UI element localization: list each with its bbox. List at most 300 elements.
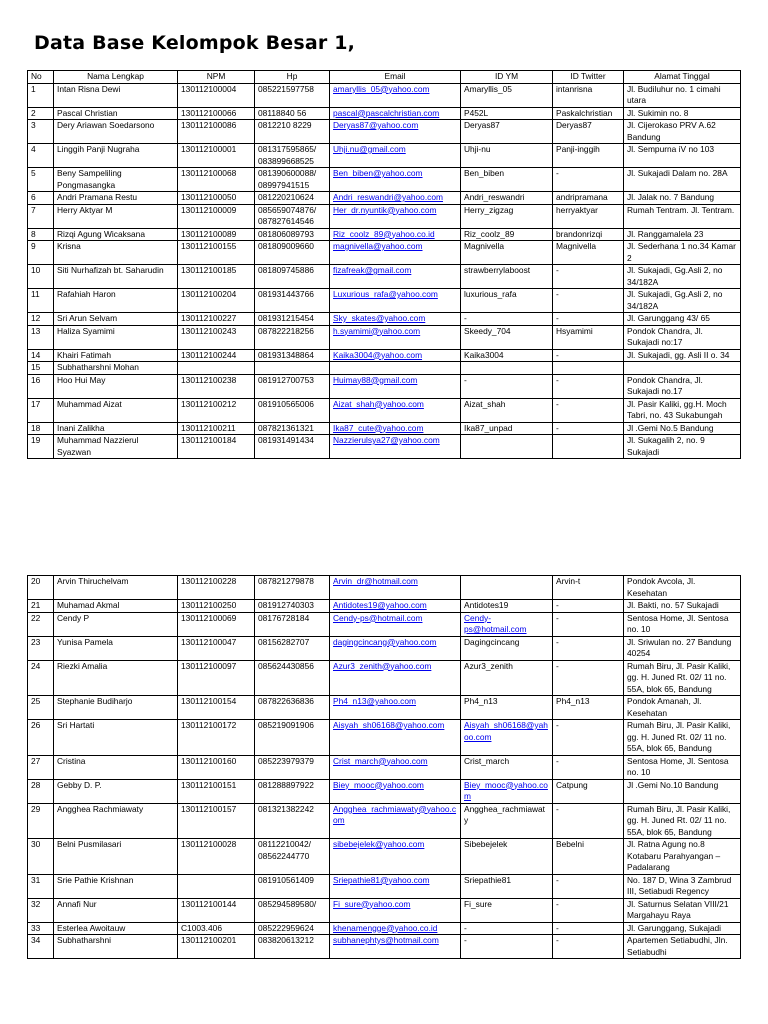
- cell-email: [330, 204, 461, 228]
- table-row: [28, 576, 741, 600]
- table-row: [28, 107, 741, 120]
- database-table-1: [27, 70, 741, 459]
- email-link[interactable]: Cendy-ps@hotmail.com: [464, 612, 527, 634]
- cell-npm: 130112100243: [178, 325, 255, 349]
- cell-nama-lengkap: Srie Pathie Krishnan: [54, 874, 178, 898]
- table-row: [28, 83, 741, 107]
- cell-no: 29: [28, 803, 54, 839]
- table-row: [28, 265, 741, 289]
- cell-no: 30: [28, 839, 54, 875]
- cell-no: 13: [28, 325, 54, 349]
- header-nama-lengkap: Nama Lengkap: [54, 71, 178, 84]
- cell-alamat: Jl. Garunggang, Sukajadi: [624, 922, 741, 935]
- cell-alamat: Jl. Sukimin no. 8: [624, 107, 741, 120]
- cell-nama-lengkap: Muhammad Aizat: [54, 398, 178, 422]
- cell-nama-lengkap: Cristina: [54, 755, 178, 779]
- cell-id-twitter: -: [553, 289, 624, 313]
- cell-npm: 130112100184: [178, 435, 255, 459]
- header-id-ym: ID YM: [461, 71, 553, 84]
- cell-id-ym: Angghea_rachmiawaty: [461, 803, 553, 839]
- cell-id-ym: Uhji-nu: [461, 144, 553, 168]
- email-link[interactable]: Sriepathie81@yahoo.com: [333, 874, 430, 885]
- cell-no: 24: [28, 660, 54, 696]
- cell-nama-lengkap: Yunisa Pamela: [54, 636, 178, 660]
- cell-id-ym: Deryas87: [461, 120, 553, 144]
- cell-id-twitter: -: [553, 398, 624, 422]
- cell-npm: 130112100250: [178, 600, 255, 613]
- cell-id-ym: -: [461, 935, 553, 959]
- cell-alamat: Pondok Amanah, Jl. Kesehatan: [624, 696, 741, 720]
- cell-no: 17: [28, 398, 54, 422]
- cell-alamat: Jl. Sederhana 1 no.34 Kamar 2: [624, 241, 741, 265]
- table-row: [28, 922, 741, 935]
- database-table-2: [27, 575, 741, 959]
- table-row: [28, 874, 741, 898]
- cell-hp: 0812210 8229: [255, 120, 330, 144]
- cell-hp: 081321382242: [255, 803, 330, 839]
- cell-nama-lengkap: Khairi Fatimah: [54, 349, 178, 362]
- table-row: [28, 839, 741, 875]
- email-link[interactable]: Biey_mooc@yahoo.com: [464, 779, 548, 801]
- cell-nama-lengkap: Belni Pusmilasari: [54, 839, 178, 875]
- cell-alamat: Jl. Jalak no. 7 Bandung: [624, 192, 741, 205]
- cell-no: 31: [28, 874, 54, 898]
- cell-email: [330, 144, 461, 168]
- cell-nama-lengkap: Muhamad Akmal: [54, 600, 178, 613]
- email-link[interactable]: amaryllis_05@yahoo.com: [333, 83, 430, 94]
- cell-email: [330, 839, 461, 875]
- cell-no: 9: [28, 241, 54, 265]
- cell-id-ym: Magnivella: [461, 241, 553, 265]
- cell-alamat: Jl. Sukajadi, Gg.Asli 2, no 34/182A: [624, 265, 741, 289]
- cell-email: [330, 720, 461, 756]
- table-row: [28, 241, 741, 265]
- cell-email: [330, 325, 461, 349]
- cell-nama-lengkap: Subhatharshni Mohan: [54, 362, 178, 375]
- cell-hp: [255, 362, 330, 375]
- table-row: [28, 435, 741, 459]
- cell-id-twitter: Arvin-t: [553, 576, 624, 600]
- cell-nama-lengkap: Dery Ariawan Soedarsono: [54, 120, 178, 144]
- email-link[interactable]: Aizat_shah@yahoo.com: [333, 398, 424, 409]
- cell-id-ym: Kaika3004: [461, 349, 553, 362]
- email-link[interactable]: Sky_skates@yahoo.com: [333, 313, 426, 323]
- cell-id-twitter: -: [553, 265, 624, 289]
- cell-hp: 087821361321: [255, 422, 330, 435]
- cell-npm: 130112100097: [178, 660, 255, 696]
- cell-npm: 130112100204: [178, 289, 255, 313]
- header-hp: Hp: [255, 71, 330, 84]
- email-link[interactable]: Angghea_rachmiawaty@yahoo.com: [333, 803, 457, 825]
- cell-nama-lengkap: Rafahiah Haron: [54, 289, 178, 313]
- cell-email: [330, 120, 461, 144]
- cell-no: 2: [28, 107, 54, 120]
- table-row: [28, 289, 741, 313]
- cell-hp: 08156282707: [255, 636, 330, 660]
- header-id-twitter: ID Twitter: [553, 71, 624, 84]
- cell-alamat: Jl. Cijerokaso PRV A.62 Bandung: [624, 120, 741, 144]
- cell-email: [330, 576, 461, 600]
- email-link[interactable]: Biey_mooc@yahoo.com: [333, 779, 424, 790]
- cell-email: [330, 362, 461, 375]
- cell-id-ym: Sibebejelek: [461, 839, 553, 875]
- cell-id-ym: [461, 576, 553, 600]
- cell-no: 25: [28, 696, 54, 720]
- table-row: [28, 779, 741, 803]
- cell-alamat: Pondok Avcola, Jl. Kesehatan: [624, 576, 741, 600]
- cell-id-twitter: herryaktyar: [553, 204, 624, 228]
- cell-hp: 081288897922: [255, 779, 330, 803]
- cell-no: 26: [28, 720, 54, 756]
- cell-id-twitter: -: [553, 874, 624, 898]
- cell-hp: 087822636836: [255, 696, 330, 720]
- cell-no: 23: [28, 636, 54, 660]
- cell-nama-lengkap: Riezki Amalia: [54, 660, 178, 696]
- email-link[interactable]: Nazzierulsya27@yahoo.com: [333, 435, 440, 445]
- cell-npm: 130112100212: [178, 398, 255, 422]
- cell-npm: 130112100066: [178, 107, 255, 120]
- cell-email: [330, 696, 461, 720]
- cell-hp: 085659074876/ 087827614546: [255, 204, 330, 228]
- cell-alamat: Jl .Gemi No.5 Bandung: [624, 422, 741, 435]
- email-link[interactable]: Ph4_n13@yahoo.com: [333, 696, 417, 706]
- cell-email: [330, 265, 461, 289]
- cell-id-twitter: -: [553, 600, 624, 613]
- cell-id-ym: Herry_zigzag: [461, 204, 553, 228]
- table-row: [28, 636, 741, 660]
- cell-email: [330, 803, 461, 839]
- cell-no: 27: [28, 755, 54, 779]
- cell-hp: 085223979379: [255, 755, 330, 779]
- cell-email: [330, 83, 461, 107]
- email-link[interactable]: Ika87_cute@yahoo.com: [333, 422, 424, 433]
- table-row: [28, 204, 741, 228]
- cell-npm: 130112100185: [178, 265, 255, 289]
- table-row: [28, 600, 741, 613]
- cell-id-twitter: -: [553, 612, 624, 636]
- email-link[interactable]: Kaika3004@yahoo.com: [333, 349, 423, 360]
- email-link[interactable]: subhanephtys@hotmail.com: [333, 935, 439, 945]
- table-row: [28, 898, 741, 922]
- cell-id-ym: Skeedy_704: [461, 325, 553, 349]
- cell-no: 20: [28, 576, 54, 600]
- table-row: [28, 398, 741, 422]
- cell-id-ym: [461, 362, 553, 375]
- cell-npm: 130112100089: [178, 228, 255, 241]
- email-link[interactable]: magnivella@yahoo.com: [333, 241, 423, 251]
- email-link[interactable]: pascal@pascalchristian.com: [333, 107, 440, 118]
- cell-email: [330, 422, 461, 435]
- cell-hp: 085221597758: [255, 83, 330, 107]
- cell-email: [330, 779, 461, 803]
- cell-alamat: Rumah Biru, Jl. Pasir Kaliki, gg. H. Juned Rt. 02/ 11 no. 55A, blok 65, Bandung: [624, 803, 741, 839]
- cell-id-ym: Ben_biben: [461, 168, 553, 192]
- cell-nama-lengkap: Haliza Syamimi: [54, 325, 178, 349]
- cell-id-ym: [461, 720, 553, 756]
- cell-id-twitter: Catpung: [553, 779, 624, 803]
- cell-hp: 081910561409: [255, 874, 330, 898]
- cell-npm: 130112100001: [178, 144, 255, 168]
- cell-no: 18: [28, 422, 54, 435]
- table-row: [28, 422, 741, 435]
- header-alamat-tinggal: Alamat Tinggal: [624, 71, 741, 84]
- cell-email: [330, 168, 461, 192]
- cell-nama-lengkap: Stephanie Budiharjo: [54, 696, 178, 720]
- header-npm: NPM: [178, 71, 255, 84]
- cell-npm: 130112100144: [178, 898, 255, 922]
- header-email: Email: [330, 71, 461, 84]
- cell-alamat: Rumah Biru, Jl. Pasir Kaliki, gg. H. Juned Rt. 02/ 11 no. 55A, blok 65, Bandung: [624, 720, 741, 756]
- cell-nama-lengkap: Subhatharshni: [54, 935, 178, 959]
- cell-id-twitter: intanrisna: [553, 83, 624, 107]
- email-link[interactable]: Antidotes19@yahoo.com: [333, 600, 427, 610]
- cell-nama-lengkap: Pascal Christian: [54, 107, 178, 120]
- cell-hp: 085219091906: [255, 720, 330, 756]
- cell-id-twitter: -: [553, 922, 624, 935]
- cell-alamat: Jl. Budiluhur no. 1 cimahi utara: [624, 83, 741, 107]
- page-title: Data Base Kelompok Besar 1,: [34, 32, 356, 54]
- cell-npm: 130112100069: [178, 612, 255, 636]
- cell-no: 15: [28, 362, 54, 375]
- table-row: [28, 803, 741, 839]
- cell-alamat: Rumah Tentram. Jl. Tentram.: [624, 204, 741, 228]
- cell-id-ym: Riz_coolz_89: [461, 228, 553, 241]
- cell-npm: [178, 362, 255, 375]
- cell-npm: 130112100244: [178, 349, 255, 362]
- cell-hp: 081390600088/ 08997941515: [255, 168, 330, 192]
- cell-nama-lengkap: Herry Aktyar M: [54, 204, 178, 228]
- cell-hp: 081931348864: [255, 349, 330, 362]
- cell-id-ym: Sriepathie81: [461, 874, 553, 898]
- cell-email: [330, 660, 461, 696]
- cell-id-twitter: Magnivella: [553, 241, 624, 265]
- table-row: [28, 120, 741, 144]
- cell-alamat: Pondok Chandra, Jl. Sukajadi no.17: [624, 374, 741, 398]
- cell-npm: [178, 874, 255, 898]
- email-link[interactable]: Uhji.nu@gmail.com: [333, 144, 406, 154]
- email-link[interactable]: sibebejelek@yahoo.com: [333, 839, 425, 849]
- table-row: [28, 192, 741, 205]
- cell-nama-lengkap: Beny Sampeliling Pongmasangka: [54, 168, 178, 192]
- cell-no: 12: [28, 313, 54, 326]
- cell-hp: 08118840 56: [255, 107, 330, 120]
- cell-alamat: Jl. Ratna Agung no.8 Kotabaru Parahyangan – Padalarang: [624, 839, 741, 875]
- cell-hp: 081931443766: [255, 289, 330, 313]
- cell-alamat: Jl. Sempurna iV no 103: [624, 144, 741, 168]
- cell-id-ym: strawberrylaboost: [461, 265, 553, 289]
- cell-nama-lengkap: Andri Pramana Restu: [54, 192, 178, 205]
- cell-alamat: Jl. Ranggamalela 23: [624, 228, 741, 241]
- cell-id-twitter: Ph4_n13: [553, 696, 624, 720]
- cell-alamat: Jl. Bakti, no. 57 Sukajadi: [624, 600, 741, 613]
- cell-alamat: Pondok Chandra, Jl. Sukajadi no:17: [624, 325, 741, 349]
- cell-hp: 085222959624: [255, 922, 330, 935]
- email-link[interactable]: dagingcincang@yahoo.com: [333, 636, 437, 647]
- cell-id-twitter: -: [553, 349, 624, 362]
- cell-alamat: Jl. Sukajadi, Gg.Asli 2, no 34/182A: [624, 289, 741, 313]
- cell-id-ym: Antidotes19: [461, 600, 553, 613]
- cell-npm: 130112100228: [178, 576, 255, 600]
- table-row: [28, 228, 741, 241]
- cell-id-twitter: -: [553, 313, 624, 326]
- email-link[interactable]: Andri_reswandri@yahoo.com: [333, 192, 443, 202]
- email-link[interactable]: Crist_march@yahoo.com: [333, 755, 428, 766]
- cell-id-ym: Crist_march: [461, 755, 553, 779]
- cell-nama-lengkap: Muhammad Nazzierul Syazwan: [54, 435, 178, 459]
- cell-hp: 087821279878: [255, 576, 330, 600]
- email-link[interactable]: Riz_coolz_89@yahoo.co.id: [333, 228, 435, 239]
- cell-alamat: Jl. Garunggang 43/ 65: [624, 313, 741, 326]
- email-link[interactable]: Deryas87@yahoo.com: [333, 120, 419, 130]
- cell-id-twitter: -: [553, 636, 624, 660]
- email-link[interactable]: Azur3_zenith@yahoo.com: [333, 660, 432, 671]
- cell-id-twitter: Panji-inggih: [553, 144, 624, 168]
- cell-hp: 081912700753: [255, 374, 330, 398]
- cell-no: 14: [28, 349, 54, 362]
- cell-nama-lengkap: Inani Zalikha: [54, 422, 178, 435]
- cell-hp: 081910565006: [255, 398, 330, 422]
- email-link[interactable]: Her_dr.nyuntik@yahoo.com: [333, 204, 437, 215]
- cell-id-ym: luxurious_rafa: [461, 289, 553, 313]
- email-link[interactable]: Aisyah_sh06168@yahoo.com: [333, 720, 445, 730]
- table-row: [28, 349, 741, 362]
- cell-alamat: Apartemen Setiabudhi, Jln. Setiabudhi: [624, 935, 741, 959]
- cell-no: 16: [28, 374, 54, 398]
- cell-alamat: Jl. Saturnus Selatan VIII/21 Margahayu Raya: [624, 898, 741, 922]
- cell-npm: 130112100086: [178, 120, 255, 144]
- cell-id-ym: Andri_reswandri: [461, 192, 553, 205]
- cell-nama-lengkap: Gebby D. P.: [54, 779, 178, 803]
- cell-no: 10: [28, 265, 54, 289]
- email-link[interactable]: Cendy-ps@hotmail.com: [333, 612, 423, 623]
- cell-alamat: Jl. Sriwulan no. 27 Bandung 40254: [624, 636, 741, 660]
- email-link[interactable]: fizafreak@gmail.com: [333, 265, 412, 275]
- cell-no: 6: [28, 192, 54, 205]
- cell-nama-lengkap: Siti Nurhafizah bt. Saharudin: [54, 265, 178, 289]
- cell-alamat: [624, 362, 741, 375]
- table-row: [28, 144, 741, 168]
- cell-id-twitter: -: [553, 374, 624, 398]
- cell-id-twitter: -: [553, 422, 624, 435]
- cell-id-ym: Fi_sure: [461, 898, 553, 922]
- cell-no: 33: [28, 922, 54, 935]
- cell-hp: 085294589580/: [255, 898, 330, 922]
- cell-id-ym: [461, 779, 553, 803]
- cell-nama-lengkap: Cendy P: [54, 612, 178, 636]
- cell-hp: 081912740303: [255, 600, 330, 613]
- cell-npm: 130112100172: [178, 720, 255, 756]
- cell-id-ym: -: [461, 922, 553, 935]
- cell-email: [330, 935, 461, 959]
- cell-no: 1: [28, 83, 54, 107]
- cell-nama-lengkap: Annafi Nur: [54, 898, 178, 922]
- cell-npm: 130112100151: [178, 779, 255, 803]
- cell-id-ym: [461, 612, 553, 636]
- email-link[interactable]: Fi_sure@yahoo.com: [333, 898, 411, 909]
- table-row: [28, 660, 741, 696]
- cell-id-twitter: Deryas87: [553, 120, 624, 144]
- table-row: [28, 720, 741, 756]
- cell-id-ym: Ph4_n13: [461, 696, 553, 720]
- cell-nama-lengkap: Hoo Hui May: [54, 374, 178, 398]
- cell-id-ym: [461, 435, 553, 459]
- cell-npm: 130112100155: [178, 241, 255, 265]
- cell-nama-lengkap: Krisna: [54, 241, 178, 265]
- cell-npm: 130112100160: [178, 755, 255, 779]
- cell-npm: 130112100009: [178, 204, 255, 228]
- cell-no: 5: [28, 168, 54, 192]
- email-link[interactable]: Luxurious_rafa@yahoo.com: [333, 289, 438, 299]
- cell-email: [330, 374, 461, 398]
- cell-npm: 130112100154: [178, 696, 255, 720]
- cell-hp: 083820613212: [255, 935, 330, 959]
- cell-id-twitter: -: [553, 755, 624, 779]
- cell-id-twitter: Bebelni: [553, 839, 624, 875]
- table-row: [28, 696, 741, 720]
- cell-email: [330, 313, 461, 326]
- cell-nama-lengkap: Sri Hartati: [54, 720, 178, 756]
- email-link[interactable]: Aisyah_sh06168@yahoo.com: [464, 720, 548, 742]
- cell-no: 32: [28, 898, 54, 922]
- cell-nama-lengkap: Arvin Thiruchelvam: [54, 576, 178, 600]
- cell-hp: 081931215454: [255, 313, 330, 326]
- email-link[interactable]: Arvin_dr@hotmail.com: [333, 576, 418, 586]
- cell-email: [330, 192, 461, 205]
- cell-hp: 081317595865/ 083899668525: [255, 144, 330, 168]
- cell-id-twitter: -: [553, 168, 624, 192]
- cell-email: [330, 755, 461, 779]
- cell-alamat: Sentosa Home, Jl. Sentosa no. 10: [624, 755, 741, 779]
- cell-npm: 130112100050: [178, 192, 255, 205]
- cell-id-ym: Azur3_zenith: [461, 660, 553, 696]
- email-link[interactable]: khenamengge@yahoo.co.id: [333, 922, 438, 933]
- email-link[interactable]: h.syamimi@yahoo.com: [333, 325, 421, 336]
- table-row: [28, 755, 741, 779]
- cell-email: [330, 612, 461, 636]
- table-row: [28, 612, 741, 636]
- cell-email: [330, 922, 461, 935]
- cell-id-twitter: -: [553, 898, 624, 922]
- cell-id-ym: Amaryllis_05: [461, 83, 553, 107]
- cell-hp: 081220210624: [255, 192, 330, 205]
- cell-hp: 085624430856: [255, 660, 330, 696]
- cell-npm: 130112100211: [178, 422, 255, 435]
- cell-hp: 081931491434: [255, 435, 330, 459]
- cell-alamat: Jl. Pasir Kaliki, gg.H. Moch Tabri, no. 43 Sukabungah: [624, 398, 741, 422]
- cell-id-twitter: -: [553, 935, 624, 959]
- cell-alamat: Jl. Sukajadi Dalam no. 28A: [624, 168, 741, 192]
- cell-nama-lengkap: Esterlea Awoitauw: [54, 922, 178, 935]
- table-row: [28, 168, 741, 192]
- cell-npm: 130112100238: [178, 374, 255, 398]
- cell-no: 8: [28, 228, 54, 241]
- cell-id-ym: -: [461, 374, 553, 398]
- cell-id-ym: P452L: [461, 107, 553, 120]
- cell-id-ym: -: [461, 313, 553, 326]
- cell-id-twitter: brandonrizqi: [553, 228, 624, 241]
- cell-id-twitter: [553, 362, 624, 375]
- cell-npm: 130112100068: [178, 168, 255, 192]
- cell-hp: 081806089793: [255, 228, 330, 241]
- cell-email: [330, 435, 461, 459]
- cell-email: [330, 349, 461, 362]
- cell-no: 21: [28, 600, 54, 613]
- cell-alamat: Jl. Sukajadi, gg. Asli II o. 34: [624, 349, 741, 362]
- cell-email: [330, 241, 461, 265]
- email-link[interactable]: Huimay88@gmail.com: [333, 374, 418, 385]
- cell-email: [330, 600, 461, 613]
- email-link[interactable]: Ben_biben@yahoo.com: [333, 168, 423, 178]
